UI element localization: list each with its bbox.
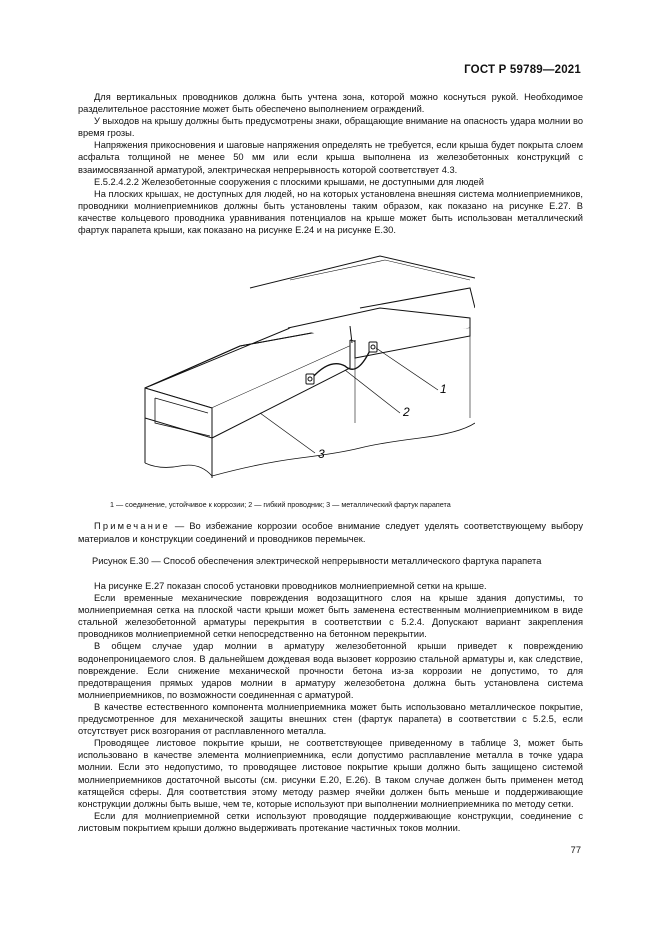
joint-right <box>369 342 377 352</box>
label-3: 3 <box>318 447 325 461</box>
section-heading: E.5.2.4.2.2 Железобетонные сооружения с плоскими крышами, не доступными для людей <box>94 176 484 187</box>
label-1: 1 <box>440 382 447 396</box>
parapet-figure <box>140 248 475 480</box>
paragraph: На рисунке Е.27 показан способ установки проводников молниеприемной сетки на крыше. <box>94 581 487 591</box>
parapet-drawing <box>140 248 475 480</box>
paragraph: В общем случае удар молнии в арматуру железобетонной крыши приведет к повреждению водонепроницаемого слоя. В дальнейшем дождевая вода вызовет коррозию стальной арматуры и, как следствие, повреждение. Если снижение механической прочности бетона из-за коррозии не допустимо, то для предотвращения прямых ударов молнии в арматуру железобетона должна быть установлена система молниеприемников, по возможности соединенная с арматурой. <box>78 641 583 700</box>
leader-3 <box>260 413 315 453</box>
figure-caption: Рисунок Е.30 — Способ обеспечения электрической непрерывности металлического фартука парапета <box>92 556 542 566</box>
leader-1 <box>376 348 438 390</box>
leader-2 <box>345 370 400 413</box>
paragraph: Напряжения прикосновения и шаговые напряжения определять не требуется, если крыша будет покрыта слоем асфальта толщиной не менее 50 мм или если крыша выполнена из железобетонных конструкций с взаимосвязанной арматурой, электрическая непрерывность которой соответствует 4.3. <box>78 140 583 175</box>
roof-edge-line <box>250 256 475 288</box>
bottom-text-block <box>78 580 583 834</box>
page-number: 77 <box>570 845 581 855</box>
paragraph: Если для молниеприемной сетки используют проводящие поддерживающие конструкции, соединение с листовым покрытием крыши должно выдерживать протекание частичных токов молнии. <box>78 810 583 833</box>
document-id: ГОСТ Р 59789—2021 <box>464 64 581 76</box>
label-2: 2 <box>403 405 410 419</box>
paragraph: Если временные механические повреждения водозащитного слоя на крыше здания допустимы, то молниеприемная сетка на плоской части крыши может быть заменена естественным молниеприемником в виде стальной железобетонной арматуры перекрытия в соответствии с 5.2.4. Допускают вариант закрепления проводников молниеприемной сетки непосредственно на бетонном перекрытии. <box>78 593 583 640</box>
joint-left <box>306 374 314 384</box>
note <box>78 520 583 545</box>
figure-legend: 1 — соединение, устойчивое к коррозии; 2 — гибкий проводник; 3 — металлический фартук парапета <box>110 500 451 509</box>
paragraph: На плоских крышах, не доступных для людей, но на которых установлена внешняя система молниеприемников, проводники молниеприемников должны быть установлены таким образом, как показано на рисунке Е.27. В качестве кольцевого проводника уравнивания потенциалов на крыше может быть использован металлический фартук парапета крыши, как показано на рисунке Е.24 и на рисунке Е.30. <box>78 188 583 236</box>
note-label: Примечание <box>94 521 170 531</box>
paragraph: В качестве естественного компонента молниеприемника может быть использовано металлическое покрытие, предусмотренное для механической защиты внешних стен (фартук парапета) в соответствии с 5.2.5, если отсутствует риск возгорания от расплавленного металла. <box>78 701 583 737</box>
note-text: — Во избежание коррозии особое внимание следует уделять соответствующему выбору материалов и конструкции соединений и проводников перемычек. <box>78 521 583 544</box>
paragraph: У выходов на крышу должны быть предусмотрены знаки, обращающие внимание на опасность удара молнии во время грозы. <box>78 116 583 139</box>
paragraph: Для вертикальных проводников должна быть учтена зона, которой можно коснуться рукой. Необходимое разделительное расстояние может быть обеспечено выполнением ограждений. <box>78 92 583 115</box>
paragraph: Проводящее листовое покрытие крыши, не соответствующее приведенному в таблице 3, может быть использовано в качестве элемента молниеприемника, если допустимо расплавление металла в точке удара молнии. Если это недопустимо, то проводящее листовое покрытие крыши должно быть защищено системой молниеприемников достаточной высоты (см. рисунки Е.20, Е.26). В таком случае должен быть применен метод катящейся сферы. Для соответствия этому методу размер ячейки должен быть меньше и поддерживающие конструкции должны быть выше, чем те, которые используют при выполнении молниеприемника по методу сетки. <box>78 738 583 809</box>
top-text-block <box>78 91 583 236</box>
